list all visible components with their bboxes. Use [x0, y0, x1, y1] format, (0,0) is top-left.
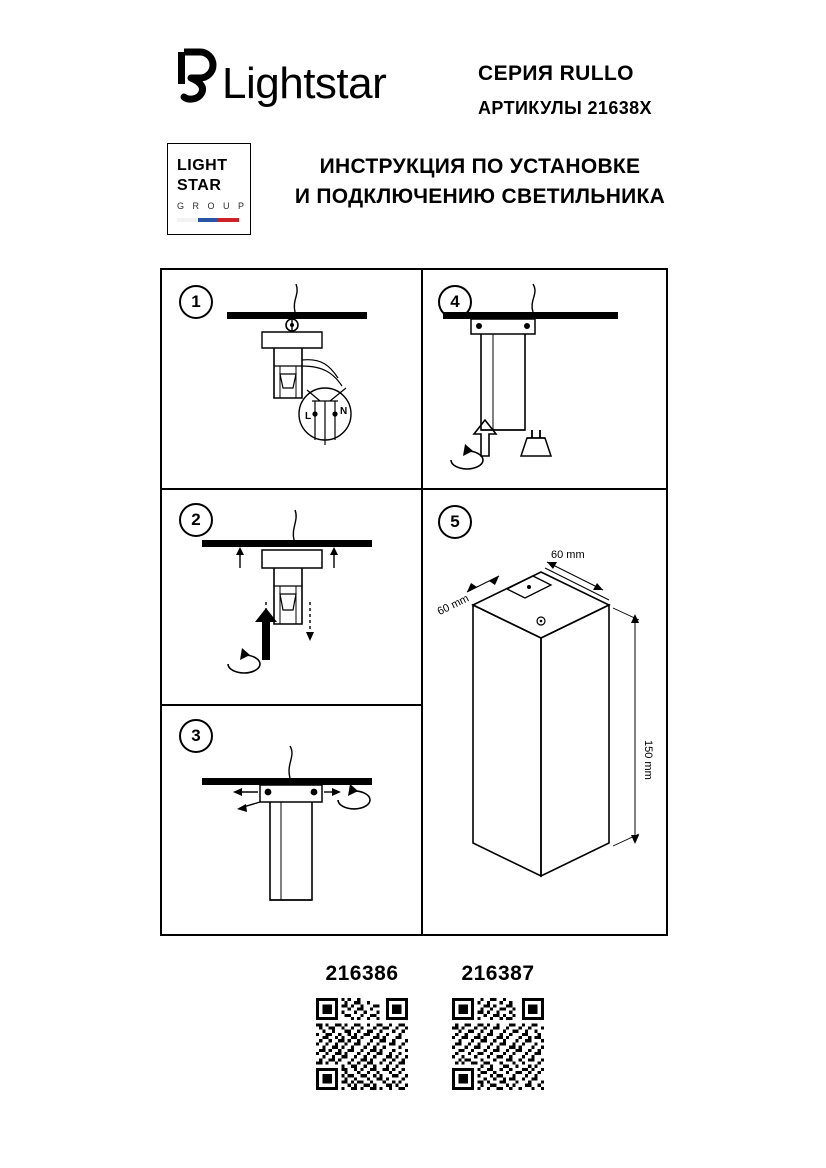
product-code-number-1: 216386: [325, 962, 399, 985]
step-3-cell: [162, 704, 421, 936]
page-title: [270, 152, 690, 212]
step-3-badge: 3: [179, 719, 213, 753]
step-5-illustration: [423, 490, 668, 936]
step-2-cell: [162, 488, 421, 704]
page-header: [160, 40, 680, 130]
step-2-badge: 2: [179, 503, 213, 537]
series-label: СЕРИЯ RULLO: [478, 62, 634, 85]
qr-code-216387: [452, 998, 544, 1090]
lightstar-group-logo: [167, 143, 251, 235]
page-title-line-1: ИНСТРУКЦИЯ ПО УСТАНОВКЕ: [319, 155, 641, 178]
product-codes: [280, 962, 560, 1102]
step-4-badge: 4: [438, 285, 472, 319]
dimension-height: 150 mm: [642, 740, 654, 780]
group-logo-line-2: STAR: [177, 177, 222, 194]
dimension-depth: 60 mm: [435, 592, 471, 618]
wire-label-n: N: [340, 406, 348, 417]
steps-frame: [160, 268, 668, 936]
product-code-number-2: 216387: [461, 962, 535, 985]
group-logo-line-3: G R O U P: [177, 201, 248, 211]
step-5-badge: 5: [438, 505, 472, 539]
step-1-cell: [162, 270, 421, 488]
brand-wordmark: Lightstar: [222, 59, 387, 108]
step-4-cell: [423, 270, 668, 488]
article-label: АРТИКУЛЫ 21638X: [478, 98, 652, 118]
group-logo-line-1: LIGHT: [177, 157, 228, 174]
wire-label-l: L: [305, 411, 312, 422]
product-code-item-2: [438, 962, 558, 1090]
step-5-cell: [423, 490, 668, 936]
qr-code-216386: [316, 998, 408, 1090]
page-title-line-2: И ПОДКЛЮЧЕНИЮ СВЕТИЛЬНИКА: [294, 185, 666, 208]
product-code-item-1: [302, 962, 422, 1090]
dimension-width: 60 mm: [551, 549, 585, 561]
flag-stripe: [177, 218, 239, 222]
step-1-badge: 1: [179, 285, 213, 319]
